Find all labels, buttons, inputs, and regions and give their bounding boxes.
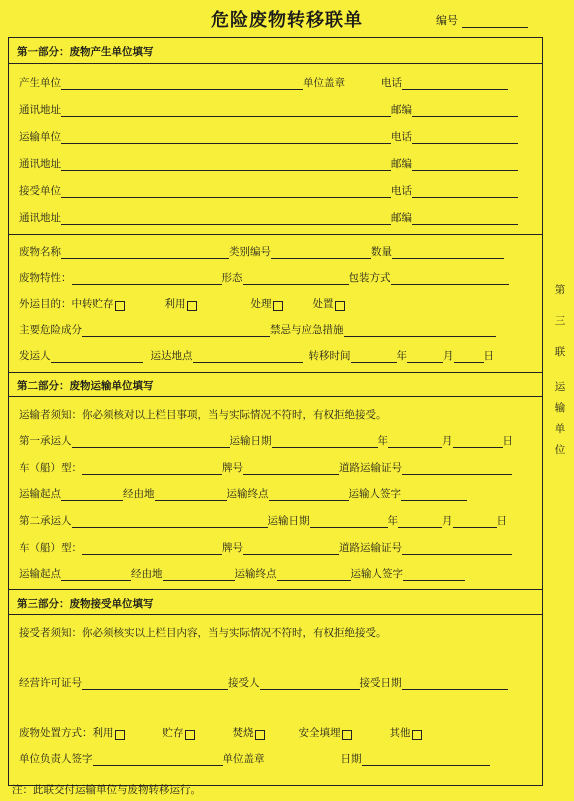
- first-carrier-row: [19, 434, 513, 448]
- waste-name-label: 废物名称: [19, 246, 61, 258]
- plate-label: 牌号: [222, 462, 243, 474]
- second-vehicle-input[interactable]: [82, 542, 222, 555]
- postcode-label: 邮编: [391, 158, 412, 170]
- second-start-input[interactable]: [61, 568, 131, 581]
- start-label: 运输起点: [19, 488, 61, 500]
- first-via-input[interactable]: [155, 488, 227, 501]
- disposal-landfill-label: 安全填埋: [298, 727, 341, 739]
- disposal-burn-checkbox[interactable]: [255, 730, 265, 740]
- transfer-year-input[interactable]: [351, 350, 397, 363]
- transporter-label: 运输单位: [19, 131, 61, 143]
- purpose-row: [19, 297, 345, 311]
- transport-notice: 运输者须知：你必须核对以上栏目事项，当与实际情况不符时，有权拒绝接受。: [19, 409, 387, 421]
- serial-number-line[interactable]: [462, 15, 528, 28]
- permit-row: [19, 676, 508, 690]
- packaging-label: 包装方式: [348, 272, 391, 284]
- seal-gap: [345, 78, 381, 90]
- date-label: 日期: [340, 753, 362, 765]
- first-end-input[interactable]: [269, 488, 349, 501]
- first-plate-input[interactable]: [243, 462, 339, 475]
- opt-treat-label: 处理: [250, 298, 272, 310]
- disposal-burn-label: 焚烧: [232, 727, 254, 739]
- day-label: 日: [496, 515, 507, 527]
- form-label: 形态: [221, 272, 243, 284]
- vehicle-label: 车（船）型：: [19, 462, 82, 474]
- first-date-year-input[interactable]: [272, 435, 378, 448]
- disposal-other-checkbox[interactable]: [412, 730, 422, 740]
- receiver-phone-input[interactable]: [412, 185, 518, 198]
- taboo-label: 禁忌与应急措施: [270, 324, 344, 336]
- part3-header: 第三部分：废物接受单位填写: [17, 598, 154, 610]
- category-label: 类别编号: [229, 246, 271, 258]
- hazard-row: [19, 323, 496, 337]
- phone-label: 电话: [391, 131, 412, 143]
- divider: [9, 396, 542, 397]
- head-sign-row: [19, 752, 490, 766]
- producer-label: 产生单位: [19, 77, 61, 89]
- signer-label: 运输人签字: [350, 568, 403, 580]
- opt-use-label: 利用: [164, 298, 186, 310]
- divider: [9, 63, 542, 64]
- arrival-input[interactable]: [193, 350, 303, 363]
- second-plate-input[interactable]: [243, 542, 339, 555]
- phone-label: 电话: [391, 185, 412, 197]
- side-char: 位: [554, 444, 566, 456]
- via-label: 经由地: [123, 488, 155, 500]
- first-carrier-label: 第一承运人: [19, 435, 72, 447]
- address-label: 通讯地址: [19, 104, 61, 116]
- transporter-input[interactable]: [61, 131, 391, 144]
- property-input[interactable]: [72, 272, 222, 285]
- side-char: 联: [554, 346, 566, 358]
- second-signer-input[interactable]: [403, 568, 465, 581]
- form-title: 危险废物转移联单: [211, 10, 363, 31]
- disposal-store-label: 贮存: [162, 727, 184, 739]
- producer-row: [19, 76, 508, 90]
- second-carrier-row: [19, 514, 507, 528]
- transporter-address-row: [19, 157, 518, 171]
- receiver-address-input[interactable]: [61, 212, 391, 225]
- vehicle-label: 车（船）型：: [19, 542, 82, 554]
- day-label: 日: [483, 350, 494, 362]
- producer-input[interactable]: [61, 77, 303, 90]
- date-input[interactable]: [362, 753, 490, 766]
- second-date-year-input[interactable]: [310, 515, 388, 528]
- first-route-row: [19, 487, 467, 501]
- second-carrier-label: 第二承运人: [19, 515, 72, 527]
- arrival-label: 运达地点: [150, 350, 193, 362]
- property-label: 废物特性：: [19, 272, 72, 284]
- address-label: 通讯地址: [19, 158, 61, 170]
- quantity-input[interactable]: [392, 246, 504, 259]
- receiver-postcode-input[interactable]: [412, 212, 518, 225]
- side-char: 输: [554, 402, 566, 414]
- transporter-postcode-input[interactable]: [412, 158, 518, 171]
- receiver-label: 接受单位: [19, 185, 61, 197]
- second-license-input[interactable]: [402, 542, 512, 555]
- license-label: 道路运输证号: [339, 462, 402, 474]
- transport-date-label: 运输日期: [267, 515, 310, 527]
- month-label: 月: [442, 515, 453, 527]
- receive-date-label: 接受日期: [359, 677, 402, 689]
- form-frame: [8, 37, 543, 786]
- part1-header: 第一部分：废物产生单位填写: [17, 46, 154, 58]
- start-label: 运输起点: [19, 568, 61, 580]
- serial-number-field[interactable]: [436, 12, 528, 28]
- property-row: [19, 271, 509, 285]
- year-label: 年: [377, 435, 388, 447]
- receiver-person-label: 接受人: [228, 677, 260, 689]
- transport-date-label: 运输日期: [229, 435, 272, 447]
- form-input[interactable]: [243, 272, 349, 285]
- opt-treat-checkbox[interactable]: [273, 301, 283, 311]
- seal-gap: [265, 754, 341, 766]
- opt-use-checkbox[interactable]: [187, 301, 197, 311]
- first-signer-input[interactable]: [401, 488, 467, 501]
- transfer-day-input[interactable]: [454, 350, 484, 363]
- first-carrier-input[interactable]: [72, 435, 230, 448]
- second-via-input[interactable]: [163, 568, 235, 581]
- address-label: 通讯地址: [19, 212, 61, 224]
- permit-input[interactable]: [82, 677, 228, 690]
- opt-dispose-checkbox[interactable]: [335, 301, 345, 311]
- month-label: 月: [443, 350, 454, 362]
- first-start-input[interactable]: [61, 488, 123, 501]
- day-label: 日: [502, 435, 513, 447]
- side-char: 单: [554, 423, 566, 435]
- disposal-use-label: 利用: [92, 727, 114, 739]
- head-sign-input[interactable]: [93, 753, 223, 766]
- disposal-row: [19, 726, 422, 740]
- second-end-input[interactable]: [277, 568, 351, 581]
- opt-dispose-label: 处置: [312, 298, 334, 310]
- via-label: 经由地: [131, 568, 163, 580]
- side-char: 第: [554, 284, 566, 296]
- transfer-time-label: 转移时间: [308, 350, 351, 362]
- opt-transfer-label: 中转贮存: [71, 298, 114, 310]
- receiver-row: [19, 184, 518, 198]
- disposal-store-checkbox[interactable]: [185, 730, 195, 740]
- waste-name-row: [19, 245, 504, 259]
- year-label: 年: [387, 515, 398, 527]
- second-date-month-input[interactable]: [398, 515, 442, 528]
- disposal-method-label: 废物处置方式：: [19, 727, 93, 739]
- transporter-row: [19, 130, 518, 144]
- hazard-input[interactable]: [82, 324, 270, 337]
- transporter-phone-input[interactable]: [412, 131, 518, 144]
- hazard-label: 主要危险成分: [19, 324, 82, 336]
- sender-input[interactable]: [51, 350, 143, 363]
- divider: [9, 589, 542, 590]
- receiver-input[interactable]: [61, 185, 391, 198]
- side-char: 运: [554, 381, 566, 393]
- end-label: 运输终点: [234, 568, 277, 580]
- packaging-input[interactable]: [391, 272, 509, 285]
- quantity-label: 数量: [371, 246, 392, 258]
- producer-postcode-input[interactable]: [412, 104, 518, 117]
- signer-label: 运输人签字: [348, 488, 401, 500]
- phone-label: 电话: [381, 77, 402, 89]
- postcode-label: 邮编: [391, 104, 412, 116]
- head-sign-label: 单位负责人签字: [19, 753, 93, 765]
- second-date-day-input[interactable]: [453, 515, 497, 528]
- producer-phone-input[interactable]: [402, 77, 508, 90]
- side-copy-label: [553, 284, 567, 457]
- divider: [9, 614, 542, 615]
- receive-notice: 接受者须知：你必须核实以上栏目内容，当与实际情况不符时，有权拒绝接受。: [19, 627, 387, 639]
- first-license-input[interactable]: [402, 462, 512, 475]
- sender-row: [19, 349, 494, 363]
- year-label: 年: [396, 350, 407, 362]
- category-input[interactable]: [271, 246, 371, 259]
- seal-label: 单位盖章: [303, 77, 345, 89]
- transfer-month-input[interactable]: [407, 350, 443, 363]
- sender-label: 发运人: [19, 350, 51, 362]
- seal-label: 单位盖章: [222, 753, 265, 765]
- serial-label: 编号: [436, 14, 458, 27]
- second-vehicle-row: [19, 541, 512, 555]
- second-carrier-input[interactable]: [72, 515, 268, 528]
- first-date-month-input[interactable]: [388, 435, 442, 448]
- permit-label: 经营许可证号: [19, 677, 82, 689]
- purpose-label: 外运目的：: [19, 298, 72, 310]
- second-route-row: [19, 567, 465, 581]
- receiver-address-row: [19, 211, 518, 225]
- month-label: 月: [442, 435, 453, 447]
- disposal-use-checkbox[interactable]: [115, 730, 125, 740]
- license-label: 道路运输证号: [339, 542, 402, 554]
- divider: [9, 372, 542, 373]
- disposal-other-label: 其他: [389, 727, 411, 739]
- opt-transfer-checkbox[interactable]: [115, 301, 125, 311]
- first-vehicle-row: [19, 461, 512, 475]
- first-vehicle-input[interactable]: [82, 462, 222, 475]
- end-label: 运输终点: [226, 488, 269, 500]
- first-date-day-input[interactable]: [453, 435, 503, 448]
- producer-address-row: [19, 103, 518, 117]
- receive-date-input[interactable]: [402, 677, 508, 690]
- waste-name-input[interactable]: [61, 246, 229, 259]
- disposal-landfill-checkbox[interactable]: [342, 730, 352, 740]
- divider: [9, 234, 542, 235]
- transporter-address-input[interactable]: [61, 158, 391, 171]
- postcode-label: 邮编: [391, 212, 412, 224]
- side-char: 三: [554, 315, 566, 327]
- part2-header: 第二部分：废物运输单位填写: [17, 380, 154, 392]
- receiver-person-input[interactable]: [260, 677, 360, 690]
- footnote: 注：此联交付运输单位与废物转移运行。: [12, 784, 201, 796]
- taboo-input[interactable]: [344, 324, 496, 337]
- plate-label: 牌号: [222, 542, 243, 554]
- producer-address-input[interactable]: [61, 104, 391, 117]
